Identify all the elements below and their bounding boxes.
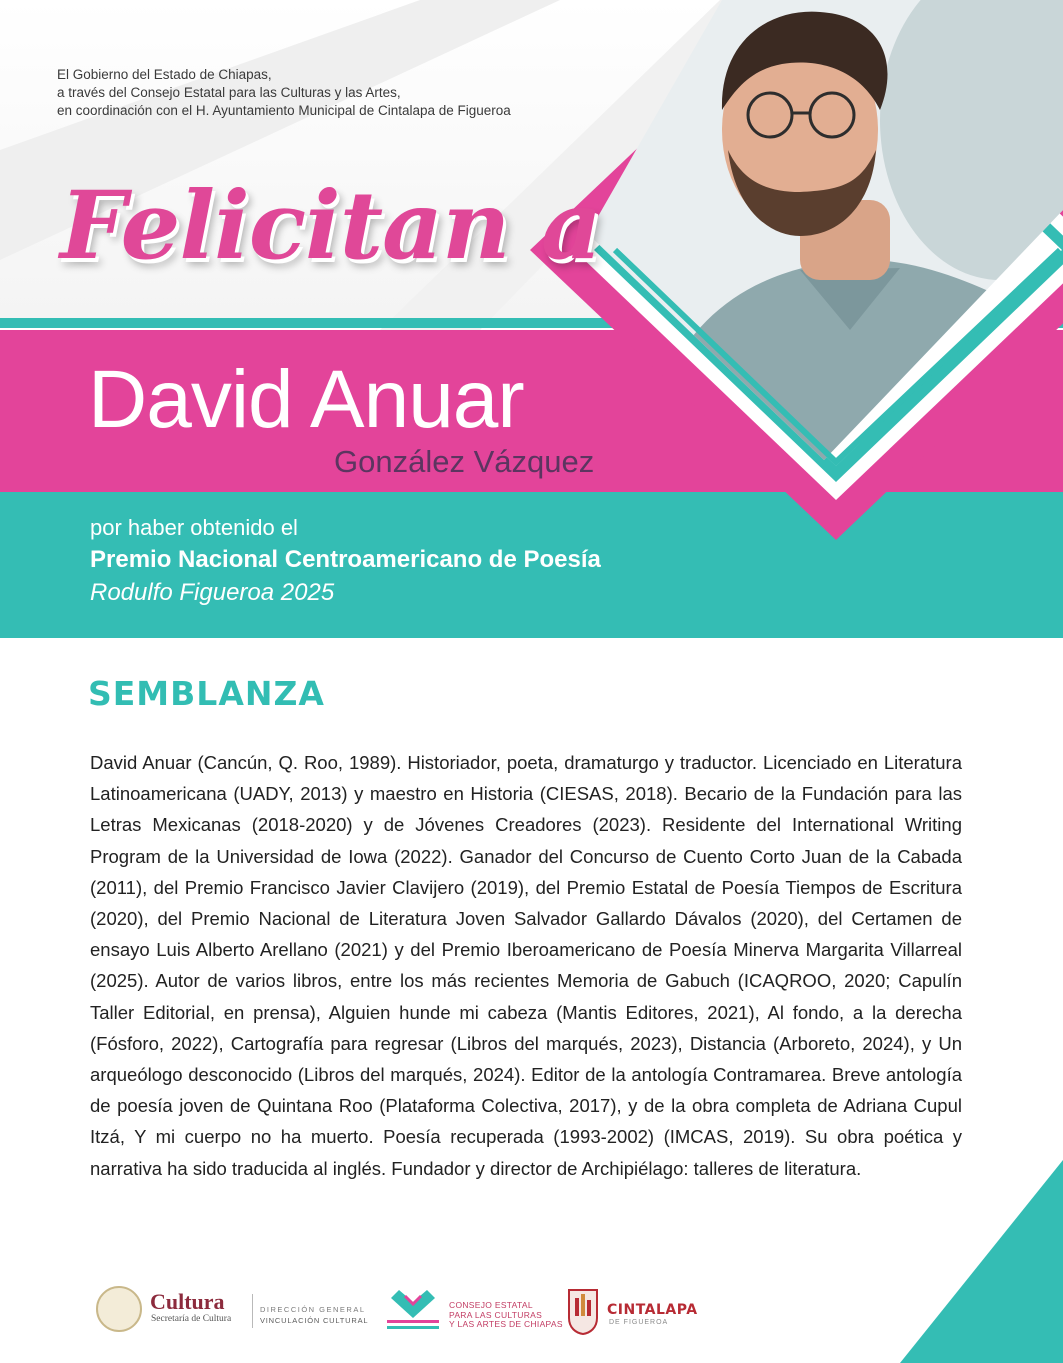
award-intro: por haber obtenido el (90, 515, 298, 540)
direccion-line-2: VINCULACIÓN CULTURAL (260, 1316, 369, 1325)
logo-divider (252, 1294, 253, 1328)
conecul-logo-icon (385, 1286, 441, 1334)
semblanza-heading: SEMBLANZA (88, 674, 325, 713)
honoree-surname: González Vázquez (334, 444, 595, 479)
semblanza-body: David Anuar (Cancún, Q. Roo, 1989). Historiador, poeta, dramaturgo y traductor. Licenciado en Literatura Latinoamericana (UADY, 2013) y maestro en Historia (CIESAS, 2018). Becario de la Fundación para las Letras Mexicanas (2018-2020) y de Jóvenes Creadores (2023). Residente del International Writing Program de la Universidad de Iowa (2022). Ganador del Concurso de Cuento Corto Juan de la Cabada (2011), del Premio Francisco Javier Clavijero (2019), del Premio Estatal de Poesía Tiempos de Escritura (2020), del Premio Nacional de Literatura Joven Salvador Gallardo Dávalos (2020), del Certamen de ensayo Luis Alberto Arellano (2021) y del Premio Iberoamericano de Poesía Minerva Margarita Villarreal (2025). Autor de varios libros, entre los más recientes Memoria de Gabuch (ICAQROO, 2020; Capulín Taller Editorial, en prensa), Alguien hunde mi cabeza (Mantis Editores, 2021), Al fondo, a la derecha (Fósforo, 2022), Cartografía para regresar (Libros del marqués, 2023), Distancia (Arboreto, 2024), y Un arqueólogo desconocido (Libros del marqués, 2024). Editor de la antología Contramarea. Breve antología de poesía joven de Quintana Roo (Plataforma Colectiva, 2017), y de la obra completa de Adriana Cupul Itzá, Y mi cuerpo no ha muerto. Poesía recuperada (1993-2002) (IMCAS, 2019). Su obra poética y narrativa ha sido traducida al inglés. Fundador y director de Archipiélago: talleres de literatura. (90, 752, 962, 1179)
conecul-logo-text (449, 1301, 563, 1330)
intro-line: en coordinación con el H. Ayuntamiento Municipal de Cintalapa de Figueroa (57, 103, 511, 118)
cintalapa-logo-name: CINTALAPA (607, 1302, 698, 1318)
intro-line: El Gobierno del Estado de Chiapas, (57, 67, 272, 82)
cultura-logo-subtitle: Secretaría de Cultura (151, 1314, 232, 1324)
conecul-line: CONSEJO ESTATAL (449, 1300, 533, 1310)
award-block (90, 512, 601, 609)
intro-text (57, 66, 511, 120)
conecul-line: Y LAS ARTES DE CHIAPAS (449, 1319, 563, 1329)
sponsor-logos (0, 1272, 1063, 1352)
direccion-line-1: DIRECCIÓN GENERAL (260, 1305, 366, 1314)
award-name: Premio Nacional Centroamericano de Poesía (90, 546, 601, 573)
conecul-line: PARA LAS CULTURAS (449, 1309, 543, 1320)
cultura-logo-word: Cultura (150, 1289, 225, 1314)
honoree-name: David Anuar (88, 354, 524, 445)
intro-line: a través del Consejo Estatal para las Culturas y las Artes, (57, 85, 401, 100)
national-seal-icon (96, 1286, 142, 1332)
cintalapa-crest-icon (566, 1286, 600, 1336)
award-edition: Rodulfo Figueroa 2025 (90, 579, 335, 606)
poster-title: Felicitan a (60, 171, 602, 281)
cintalapa-logo-subtitle: DE FIGUEROA (609, 1319, 669, 1326)
